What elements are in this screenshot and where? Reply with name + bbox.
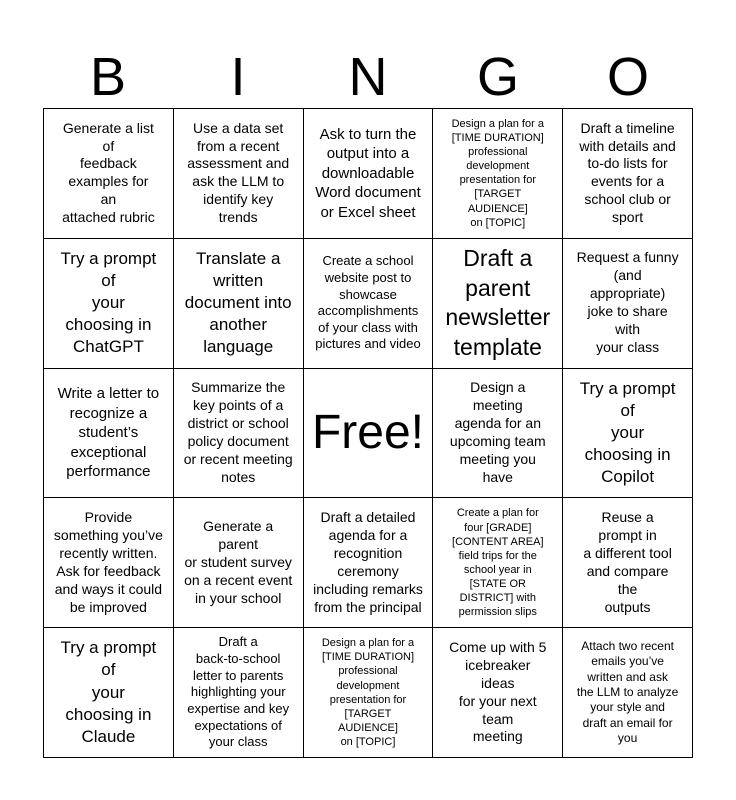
bingo-cell: Come up with 5 icebreaker ideas for your next team meeting [433,628,563,758]
bingo-cell: Generate a parent or student survey on a recent event in your school [174,498,304,628]
bingo-cell: Translate a written document into another language [174,239,304,369]
header-letter-i: I [230,47,246,107]
bingo-cell: Design a plan for a [TIME DURATION] professional development presentation for [TARGET AUDIENCE] on [TOPIC] [304,628,434,758]
header-letter-g: G [476,47,519,107]
bingo-cell: Try a prompt of your choosing in Claude [44,628,174,758]
bingo-cell: Draft a back-to-school letter to parents highlighting your expertise and key expectations of your class [174,628,304,758]
bingo-cell: Generate a list of feedback examples for an attached rubric [44,109,174,239]
bingo-cell: Create a school website post to showcase accomplishments of your class with pictures and video [304,239,434,369]
bingo-cell: Reuse a prompt in a different tool and compare the outputs [563,498,693,628]
bingo-cell: Design a meeting agenda for an upcoming team meeting you have [433,369,563,499]
bingo-cell: Summarize the key points of a district or school policy document or recent meeting notes [174,369,304,499]
bingo-cell: Create a plan for four [GRADE] [CONTENT AREA] field trips for the school year in [STATE OR DISTRICT] with permission slips [433,498,563,628]
bingo-cell: Try a prompt of your choosing in Copilot [563,369,693,499]
header-letter-n: N [348,47,388,107]
bingo-cell: Write a letter to recognize a student’s exceptional performance [44,369,174,499]
bingo-cell: Design a plan for a [TIME DURATION] professional development presentation for [TARGET AUDIENCE] on [TOPIC] [433,109,563,239]
free-space: Free! [304,369,434,499]
bingo-cell: Try a prompt of your choosing in ChatGPT [44,239,174,369]
bingo-cell: Ask to turn the output into a downloadable Word document or Excel sheet [304,109,434,239]
bingo-cell: Draft a parent newsletter template [433,239,563,369]
bingo-cell: Attach two recent emails you’ve written and ask the LLM to analyze your style and draft an email for you [563,628,693,758]
bingo-header [43,46,693,108]
bingo-cell: Use a data set from a recent assessment and ask the LLM to identify key trends [174,109,304,239]
header-letter-o: O [606,47,649,107]
bingo-cell: Draft a detailed agenda for a recognition ceremony including remarks from the principal [304,498,434,628]
bingo-cell: Draft a timeline with details and to-do lists for events for a school club or sport [563,109,693,239]
header-letter-b: B [89,47,127,107]
bingo-board [43,108,693,758]
bingo-cell: Request a funny (and appropriate) joke to share with your class [563,239,693,369]
bingo-cell: Provide something you’ve recently written. Ask for feedback and ways it could be improved [44,498,174,628]
